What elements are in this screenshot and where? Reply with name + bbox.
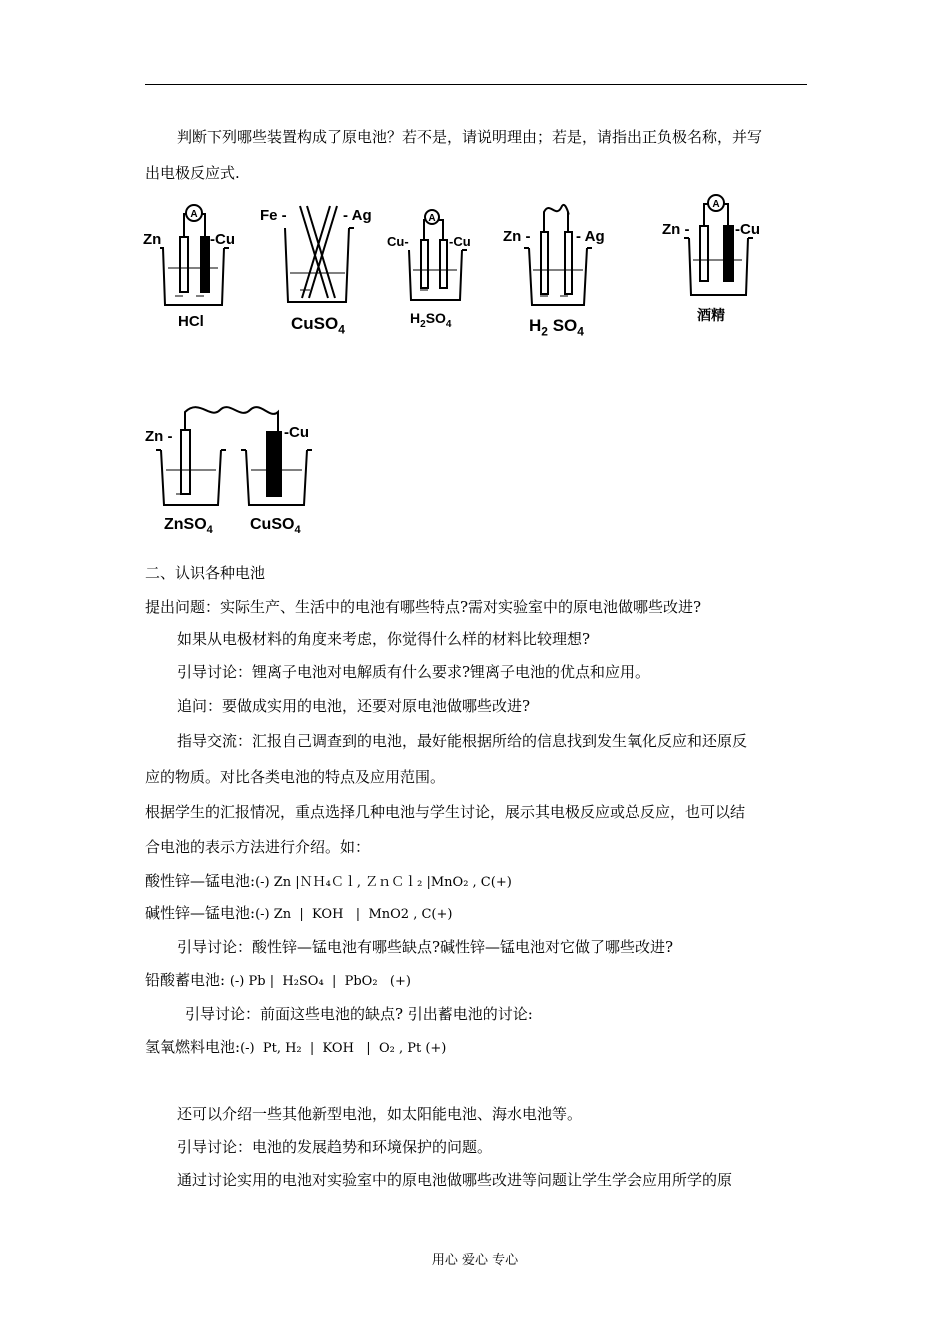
cell5-right-label: -Cu — [735, 221, 760, 238]
cell1-solution: HCl — [178, 313, 204, 330]
cell-6 — [156, 407, 312, 505]
paragraph-1: 提出问题：实际生产、生活中的电池有哪些特点?需对实验室中的原电池做哪些改进? — [145, 598, 702, 616]
alkaline-zn-mn-cell: 碱性锌—锰电池:(-) Zn | KOH | MnO2 , C(+) — [145, 904, 453, 922]
hydrogen-fuel-cell: 氢氧燃料电池:(-) Pt, H₂ | KOH | O₂ , Pt (+) — [145, 1038, 447, 1056]
paragraph-8: 引导讨论：前面这些电池的缺点? 引出蓄电池的讨论: — [185, 1005, 533, 1023]
cell3-solution: $H_2SO_4$ — [410, 310, 452, 330]
cell-5 — [684, 195, 753, 295]
cell6-left-label: Zn - — [145, 428, 173, 445]
meter-label-3: A — [428, 213, 436, 224]
cell2-right-label: - Ag — [343, 207, 372, 224]
paragraph-5a: 指导交流：汇报自己调查到的电池，最好能根据所给的信息找到发生氧化反应和还原反 — [177, 732, 748, 750]
paragraph-4: 追问：要做成实用的电池，还要对原电池做哪些改进? — [177, 697, 531, 715]
paragraph-7: 引导讨论：酸性锌—锰电池有哪些缺点?碱性锌—锰电池对它做了哪些改进? — [177, 938, 674, 956]
cell2-solution: CuSO$_4$ — [291, 314, 345, 337]
paragraph-6b: 合电池的表示方法进行介绍。如： — [145, 838, 371, 856]
acid-zn-mn-cell: 酸性锌—锰电池:(-) Zn |ＮＨ₄Ｃｌ, ＺｎＣｌ₂ |MnO₂ , C(+) — [145, 872, 512, 890]
cell6-solution-right: CuSO$_4$ — [250, 516, 301, 537]
cell1-right-label: -Cu — [210, 231, 235, 248]
cell-4 — [524, 205, 592, 305]
intro-line-1: 判断下列哪些装置构成了原电池？若不是，请说明理由；若是，请指出正负极名称，并写 — [177, 128, 763, 146]
paragraph-11: 通过讨论实用的电池对实验室中的原电池做哪些改进等问题让学生学会应用所学的原 — [177, 1171, 733, 1189]
cell4-right-label: - Ag — [576, 228, 605, 245]
paragraph-6a: 根据学生的汇报情况，重点选择几种电池与学生讨论，展示其电极反应或总反应，也可以结 — [145, 803, 746, 821]
cell4-solution: $H_2$ $SO_4$ — [529, 316, 584, 339]
section-heading: 二、认识各种电池 — [145, 564, 266, 582]
page-footer: 用心 爱心 专心 — [431, 1253, 519, 1268]
cell-3 — [409, 210, 467, 300]
cell1-left-label: Zn — [143, 231, 162, 248]
paragraph-5b: 应的物质。对比各类电池的特点及应用范围。 — [145, 768, 446, 786]
cell2-left-label: Fe - — [260, 207, 287, 224]
cell3-left-label: Cu- — [387, 234, 409, 249]
paragraph-10: 引导讨论：电池的发展趋势和环境保护的问题。 — [177, 1138, 493, 1156]
cell4-left-label: Zn - — [503, 228, 531, 245]
paragraph-3: 引导讨论：锂离子电池对电解质有什么要求?锂离子电池的优点和应用。 — [177, 663, 651, 681]
paragraph-2: 如果从电极材料的角度来考虑，你觉得什么样的材料比较理想? — [177, 630, 591, 648]
meter-label-5: A — [712, 199, 720, 210]
cell-1 — [160, 205, 229, 305]
cell6-solution-left: ZnSO$_4$ — [164, 516, 213, 537]
cell5-left-label: Zn - — [662, 221, 690, 238]
paragraph-9: 还可以介绍一些其他新型电池，如太阳能电池、海水电池等。 — [177, 1105, 583, 1123]
cell3-right-label: -Cu — [449, 234, 471, 249]
cell6-right-label: -Cu — [284, 424, 309, 441]
lead-acid-cell: 铅酸蓄电池: (-) Pb | H₂SO₄ | PbO₂ (+) — [145, 971, 411, 989]
cells-figure — [0, 0, 950, 560]
meter-label-1: A — [190, 209, 198, 220]
intro-line-2: 出电极反应式. — [145, 164, 240, 182]
cell5-solution: 酒精 — [697, 308, 725, 324]
